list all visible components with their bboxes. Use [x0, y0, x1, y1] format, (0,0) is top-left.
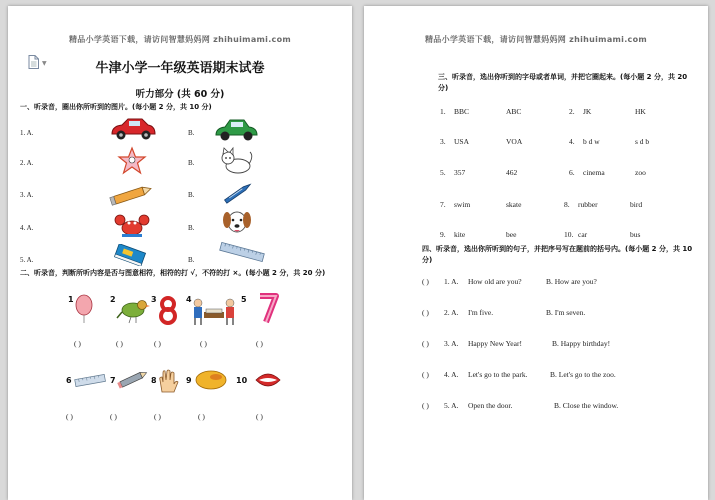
option-label: 4. A. — [20, 224, 34, 232]
option-label: 2. A. — [20, 159, 34, 167]
item-number: 1. — [440, 107, 446, 116]
item-number: 6 — [66, 376, 72, 385]
item-number: 6. — [569, 168, 575, 177]
answer-blank[interactable]: ( ) — [116, 339, 123, 348]
item-number: 10 — [236, 376, 248, 385]
item-number: 4. A. — [444, 370, 459, 379]
choice-b[interactable]: zoo — [635, 168, 646, 177]
item-number: 3. — [440, 137, 446, 146]
sentence-choice-row[interactable] — [422, 339, 610, 348]
exam-title: 牛津小学一年级英语期末试卷 — [95, 61, 265, 76]
choice-b[interactable]: bee — [506, 230, 517, 239]
word-choice-row[interactable] — [440, 230, 516, 239]
word-choice-row[interactable] — [569, 168, 646, 177]
option-label: 5. A. — [20, 256, 34, 264]
item-number: 3 — [151, 295, 157, 304]
choice-a[interactable]: Let's go to the park. — [468, 370, 528, 379]
word-choice-row[interactable] — [564, 230, 640, 239]
word-choice-row[interactable] — [440, 168, 517, 177]
choice-b[interactable]: B. Close the window. — [554, 401, 619, 410]
number-seven-icon[interactable] — [256, 292, 280, 324]
sentence-choice-row[interactable] — [422, 401, 618, 410]
answer-blank[interactable]: ( ) — [422, 401, 429, 410]
choice-b[interactable]: VOA — [506, 137, 523, 146]
page-right — [364, 6, 708, 500]
choice-b[interactable]: 462 — [506, 168, 518, 177]
choice-b[interactable]: B. Let's go to the zoo. — [550, 370, 616, 379]
item-number: 1 — [68, 295, 74, 304]
choice-a[interactable]: rubber — [578, 200, 598, 209]
word-choice-row[interactable] — [440, 137, 522, 146]
answer-blank[interactable]: ( ) — [200, 339, 207, 348]
word-choice-row[interactable] — [564, 200, 642, 209]
option-label: 3. A. — [20, 191, 34, 199]
item-number: 1. A. — [444, 277, 459, 286]
section-one-heading: 一、听录音，圈出你所听到的图片。(每小题 2 分，共 10 分) — [20, 103, 212, 111]
option-label: B. — [188, 256, 195, 264]
red-car-icon[interactable] — [108, 116, 158, 142]
choice-a[interactable]: b d w — [583, 137, 600, 146]
answer-blank[interactable]: ( ) — [110, 412, 117, 421]
choice-b[interactable]: skate — [506, 200, 522, 209]
item-number: 2. A. — [444, 308, 459, 317]
choice-a[interactable]: Open the door. — [468, 401, 513, 410]
answer-blank[interactable]: ( ) — [256, 412, 263, 421]
choice-a[interactable]: car — [578, 230, 588, 239]
item-number: 5. A. — [444, 401, 459, 410]
answer-blank[interactable]: ( ) — [154, 339, 161, 348]
word-choice-row[interactable] — [569, 137, 649, 146]
answer-blank[interactable]: ( ) — [198, 412, 205, 421]
crayon-icon[interactable] — [108, 184, 154, 206]
dog-icon[interactable] — [220, 206, 254, 238]
choice-a[interactable]: I'm five. — [468, 308, 494, 317]
word-choice-row[interactable] — [440, 107, 521, 116]
choice-b[interactable]: B. Happy birthday! — [552, 339, 611, 348]
balloon-icon[interactable] — [73, 294, 95, 324]
section-two-heading: 二、听录音，判断所听内容是否与图意相符，相符的打 √，不符的打 ×。(每小题 2 分，共 20 分) — [20, 269, 326, 277]
choice-a[interactable]: USA — [454, 137, 470, 146]
choice-a[interactable]: 357 — [454, 168, 466, 177]
answer-blank[interactable]: ( ) — [154, 412, 161, 421]
knife-icon[interactable] — [220, 180, 256, 206]
choice-b[interactable]: B. How are you? — [546, 277, 597, 286]
word-choice-row[interactable] — [569, 107, 646, 116]
choice-a[interactable]: BBC — [454, 107, 470, 116]
item-number: 2 — [110, 295, 116, 304]
choice-a[interactable]: How old are you? — [468, 277, 522, 286]
cat-icon[interactable] — [220, 146, 254, 176]
bird-icon[interactable] — [116, 296, 150, 324]
item-number: 9. — [440, 230, 446, 239]
answer-blank[interactable]: ( ) — [422, 308, 429, 317]
answer-blank[interactable]: ( ) — [74, 339, 81, 348]
crab-toy-icon[interactable] — [112, 210, 152, 240]
section-four-text: 四、听录音，选出你所听到的句子，并把序号写在题前的括号内。(每小题 2 分，共 10 分) — [422, 245, 693, 264]
item-number: 5. — [440, 168, 446, 177]
ruler-icon[interactable] — [218, 242, 266, 262]
option-label: B. — [188, 224, 195, 232]
choice-b[interactable]: s d b — [635, 137, 650, 146]
listening-subtitle: 听力部分 (共 60 分) — [135, 89, 225, 100]
answer-blank[interactable]: ( ) — [256, 339, 263, 348]
choice-b[interactable]: ABC — [506, 107, 522, 116]
sentence-choice-row[interactable] — [422, 277, 597, 286]
choice-a[interactable]: swim — [454, 200, 471, 209]
item-number: 2. — [569, 107, 575, 116]
ruler-icon[interactable] — [73, 372, 107, 388]
pencil-icon[interactable] — [116, 368, 150, 390]
choice-a[interactable]: cinema — [583, 168, 605, 177]
number-eight-icon[interactable] — [156, 295, 180, 325]
answer-blank[interactable]: ( ) — [66, 412, 73, 421]
chess-players-icon[interactable] — [192, 296, 236, 326]
page-left — [8, 6, 352, 500]
section-three-heading — [438, 72, 698, 94]
sentence-choice-row[interactable] — [422, 370, 616, 379]
item-number: 10. — [564, 230, 574, 239]
mouth-icon[interactable] — [254, 370, 282, 390]
section-four-heading — [422, 244, 698, 266]
mango-icon[interactable] — [194, 368, 228, 392]
item-number: 4. — [569, 137, 575, 146]
word-choice-row[interactable] — [440, 200, 521, 209]
option-label: B. — [188, 129, 195, 137]
item-number: 7 — [110, 376, 116, 385]
choice-b[interactable]: HK — [635, 107, 646, 116]
item-number: 8 — [151, 376, 157, 385]
item-number: 7. — [440, 200, 446, 209]
item-number: 5 — [241, 295, 247, 304]
sentence-choice-row[interactable] — [422, 308, 585, 317]
item-number: 9 — [186, 376, 192, 385]
section-three-text: 三、听录音，选出你听到的字母或者单词，并把它圈起来。(每小题 2 分，共 20 分) — [438, 73, 688, 92]
choice-a[interactable]: JK — [583, 107, 592, 116]
option-label: 1. A. — [20, 129, 34, 137]
choice-b[interactable]: B. I'm seven. — [546, 308, 586, 317]
option-label: B. — [188, 159, 195, 167]
answer-blank[interactable]: ( ) — [422, 339, 429, 348]
chevron-down-icon: ▼ — [42, 59, 47, 67]
star-doll-icon[interactable] — [116, 146, 148, 176]
choice-a[interactable]: Happy New Year! — [468, 339, 522, 348]
green-car-icon[interactable] — [213, 116, 259, 144]
book-icon[interactable] — [112, 244, 148, 266]
item-number: 4 — [186, 295, 192, 304]
header-note: 精品小学英语下载，请访问智慧妈妈网 zhihuimami.com — [424, 35, 648, 44]
header-note: 精品小学英语下载，请访问智慧妈妈网 zhihuimami.com — [68, 35, 292, 44]
choice-b[interactable]: bus — [630, 230, 641, 239]
choice-a[interactable]: kite — [454, 230, 466, 239]
choice-b[interactable]: bird — [630, 200, 643, 209]
item-number: 3. A. — [444, 339, 459, 348]
answer-blank[interactable]: ( ) — [422, 370, 429, 379]
answer-blank[interactable]: ( ) — [422, 277, 429, 286]
hand-icon[interactable] — [156, 368, 180, 394]
item-number: 8. — [564, 200, 570, 209]
option-label: B. — [188, 191, 195, 199]
